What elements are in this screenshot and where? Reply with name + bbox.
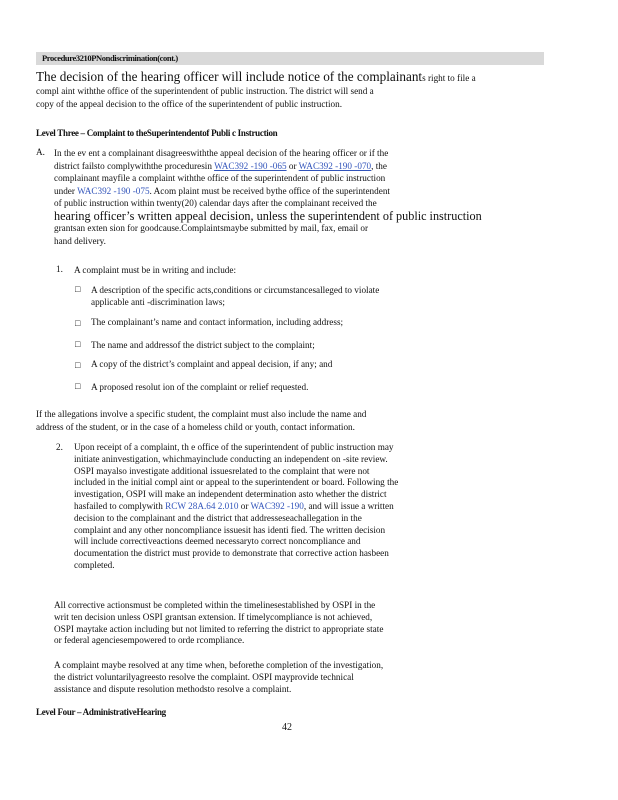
item-2-line: complaint and any other noncompliance issuesit has identi fied. The written decision (74, 524, 386, 535)
section-a-line: under (54, 185, 75, 196)
allegations-line: If the allegations involve a specific student, the complaint must also include the name and (36, 409, 367, 419)
item-2-line: Upon receipt of a complaint, th e office of the superintendent of public instruction may (74, 442, 394, 452)
corrective-paragraph (54, 600, 538, 647)
item-2-paragraph (74, 442, 538, 572)
item-2-line: hasfailed to complywith (74, 500, 163, 511)
corrective-line: or federal agenciesempowered to orde rcompliance. (54, 635, 245, 646)
bullet-line: A description of the specific acts,conditions or circumstancesalleged to violate (91, 285, 380, 295)
square-bullet-icon: □ (75, 360, 81, 370)
section-a-line: of public instruction within twenty(20) calendar days after the complainant received the (54, 198, 377, 208)
intro-line: compl aint withthe office of the superintendent of public instruction. The district will send a (36, 86, 374, 96)
intro-lead: The decision of the hearing officer will include notice of the complainant (36, 69, 423, 84)
section-a-line: complainant mayfile a complaint withthe office of the superintendent of public instruction (54, 173, 386, 183)
resolved-line: the district voluntarilyagreesto resolve the complaint. OSPI mayprovide technical (54, 671, 354, 682)
allegations-line: address of the student, or in the case of a homeless child or youth, contact information. (36, 422, 355, 432)
resolved-paragraph (54, 660, 524, 695)
section-a-line: hearing officer’s written appeal decision, unless the superintendent of public instruction (54, 208, 482, 223)
procedure-header: Procedure3210PNondiscrimination(cont.) (42, 53, 178, 63)
section-a-line: , the (371, 160, 387, 171)
item-2-line: decision to the complainant and the district that addresseseachallegation in the (74, 512, 362, 523)
item-2-line: , and will issue a written (303, 500, 394, 511)
bullet-line: applicable anti -discrimination laws; (91, 297, 225, 307)
or-text: or (288, 160, 297, 171)
item-2-line: OSPI mayalso investigate additional issuesrelated to the complaint that were not (74, 465, 370, 476)
section-a-line: district failsto complywiththe proceduresin (54, 160, 212, 171)
intro-lead-tail: s right to file a (422, 73, 476, 83)
intro-paragraph (36, 70, 542, 111)
section-a-line: . Acom plaint must be received bythe office of the superintendent (149, 185, 390, 196)
wac-link[interactable]: WAC392 -190 -075 (77, 185, 150, 196)
section-a-paragraph (54, 147, 534, 247)
item-number: 1. (56, 264, 63, 274)
or-text: or (240, 500, 249, 511)
section-a-line: grantsan exten sion for goodcause.Complaintsmaybe submitted by mail, fax, email or (54, 223, 369, 233)
wac-link[interactable]: WAC392 -190 (250, 500, 304, 511)
square-bullet-icon: □ (75, 284, 81, 294)
wac-link[interactable]: WAC392 -190 -065 (214, 160, 287, 171)
corrective-line: writ ten decision unless OSPI grantsan extension. If timelycompliance is not achieved, (54, 611, 373, 622)
square-bullet-icon: □ (75, 339, 81, 349)
item-2-line: documentation the district must provide to demonstrate that corrective action hasbeen (74, 548, 389, 559)
item-2-line: will include correctiveactions deemed necessaryto correct noncompliance and (74, 536, 361, 547)
item-number: 2. (56, 442, 63, 452)
section-a-line: In the ev ent a complainant disagreeswiththe appeal decision of the hearing officer or if the (54, 148, 389, 158)
item-2-line: included in the initial compl aint or appeal to the superintendent or board. Following the (74, 477, 399, 488)
square-bullet-icon: □ (75, 318, 81, 328)
square-bullet-icon: □ (75, 381, 81, 391)
item-2-line: investigation, OSPI will make an independent determination asto whether the district (74, 489, 387, 500)
resolved-line: assistance and dispute resolution methodsto resolve a complaint. (54, 683, 292, 694)
section-letter: A. (36, 147, 45, 157)
corrective-line: OSPI maytake action including but not limited to referring the district to appropriate state (54, 623, 384, 634)
item-1-text: A complaint must be in writing and include: (74, 265, 237, 275)
level-three-heading: Level Three – Complaint to theSuperintendentof Publi c Instruction (36, 128, 278, 138)
bullet-line: A proposed resolut ion of the complaint or relief requested. (91, 382, 309, 392)
item-2-line: completed. (74, 559, 115, 570)
wac-link[interactable]: WAC392 -190 -070 (298, 160, 372, 171)
intro-line: copy of the appeal decision to the office of the superintendent of public instruction. (36, 99, 342, 109)
bullet-line: The complainant’s name and contact information, including address; (91, 317, 344, 327)
bullet-line: The name and addressof the district subject to the complaint; (91, 340, 315, 350)
item-2-line: initiate aninvestigation, whichmayinclude conducting an independent on -site review. (74, 453, 388, 464)
corrective-line: All corrective actionsmust be completed within the timelinesestablished by OSPI in the (54, 600, 376, 610)
section-a-line: hand delivery. (54, 235, 106, 246)
bullet-line: A copy of the district’s complaint and appeal decision, if any; and (91, 359, 333, 369)
resolved-line: A complaint maybe resolved at any time when, beforethe completion of the investigation, (54, 660, 384, 670)
bullet-item (91, 284, 521, 308)
allegations-paragraph (36, 408, 542, 434)
page-number: 42 (282, 722, 292, 733)
level-four-heading: Level Four – AdministrativeHearing (36, 707, 166, 717)
rcw-link[interactable]: RCW 28A.64 2.010 (165, 500, 239, 511)
